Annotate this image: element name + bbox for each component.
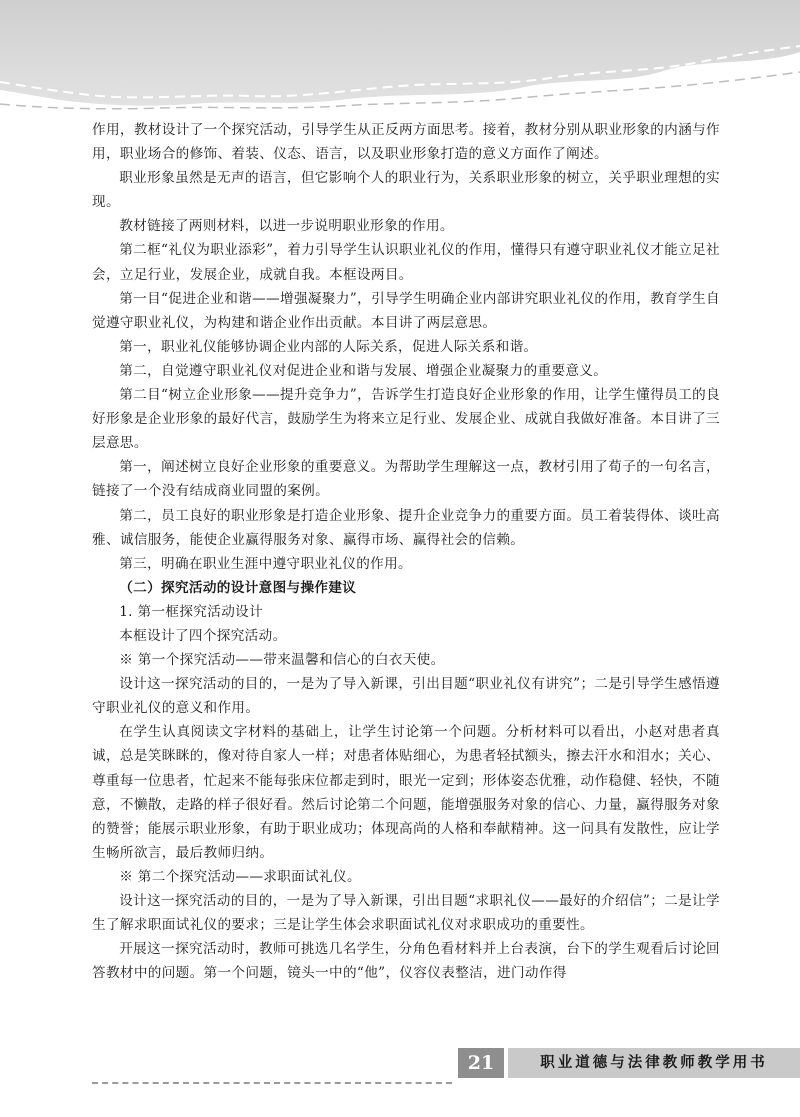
paragraph: 第二，员工良好的职业形象是打造企业形象、提升企业竞争力的重要方面。员工着装得体、谈吐高雅、诚信服务，能使企业赢得服务对象、赢得市场、赢得社会的信赖。 [92,507,720,548]
paragraph: 第一，阐述树立良好企业形象的重要意义。为帮助学生理解这一点，教材引用了荀子的一句名言，链接了一个没有结成商业同盟的案例。 [92,459,720,500]
paragraph: 第二目“树立企业形象——提升竞争力”，告诉学生打造良好企业形象的作用，让学生懂得员工的良好形象是企业形象的最好代言，鼓励学生为将来立足行业、发展企业、成就自我做好准备。本目讲了三层意思。 [92,387,720,452]
paragraph: 第一，职业礼仪能够协调企业内部的人际关系，促进人际关系和谐。 [119,338,538,355]
section-heading: （二）探究活动的设计意图与操作建议 [119,579,357,596]
body-text [92,118,720,985]
paragraph: 第二框“礼仪为职业添彩”，着力引导学生认识职业礼仪的作用，懂得只有遵守职业礼仪才能立足社会，立足行业，发展企业，成就自我。本框设两目。 [92,242,720,283]
paragraph: 第三，明确在职业生涯中遵守职业礼仪的作用。 [119,555,413,572]
paragraph: 设计这一探究活动的目的，一是为了导入新课，引出目题“求职礼仪——最好的介绍信”；二是让学生了解求职面试礼仪的要求；三是让学生体会求职面试礼仪对求职成功的重要性。 [92,893,720,934]
paragraph: 职业形象虽然是无声的语言，但它影响个人的职业行为，关系职业形象的树立，关乎职业理想的实现。 [92,170,720,211]
activity-title: ※ 第二个探究活动——求职面试礼仪。 [119,868,361,885]
paragraph: 第一目“促进企业和谐——增强凝聚力”，引导学生明确企业内部讲究职业礼仪的作用，教育学生自觉遵守职业礼仪，为构建和谐企业作出贡献。本目讲了两层意思。 [92,290,720,331]
footer-divider [92,1082,452,1084]
book-title: 职业道德与法律教师教学用书 [508,1048,800,1078]
header-decoration [0,0,800,110]
page-number: 21 [458,1048,504,1078]
subsection-heading: 1. 第一框探究活动设计 [119,603,264,620]
paragraph: 设计这一探究活动的目的，一是为了导入新课，引出目题“职业礼仪有讲究”；二是引导学生感悟遵守职业礼仪的意义和作用。 [92,676,720,717]
paragraph: 在学生认真阅读文字材料的基础上，让学生讨论第一个问题。分析材料可以看出，小赵对患者真诚，总是笑眯眯的，像对待自家人一样；对患者体贴细心，为患者轻拭额头，擦去汗水和泪水；关心、尊重每一位患者，忙起来不能每张床位都走到时，眼光一定到；形体姿态优雅，动作稳健、轻快，不随意，不懒散，走路的样子很好看。然后讨论第二个问题，能增强服务对象的信心、力量，赢得服务对象的赞誉；能展示职业形象，有助于职业成功；体现高尚的人格和奉献精神。这一问具有发散性，应让学生畅所欲言，最后教师归纳。 [92,724,720,861]
paragraph: 开展这一探究活动时，教师可挑选几名学生，分角色看材料并上台表演，台下的学生观看后讨论回答教材中的问题。第一个问题，镜头一中的“他”，仪容仪表整洁，进门动作得 [92,941,720,982]
paragraph: 作用，教材设计了一个探究活动，引导学生从正反两方面思考。接着，教材分别从职业形象的内涵与作用，职业场合的修饰、着装、仪态、语言，以及职业形象打造的意义方面作了阐述。 [92,122,720,163]
paragraph: 教材链接了两则材料，以进一步说明职业形象的作用。 [119,218,454,235]
paragraph: 本框设计了四个探究活动。 [119,627,287,644]
activity-title: ※ 第一个探究活动——带来温馨和信心的白衣天使。 [119,652,445,669]
paragraph: 第二，自觉遵守职业礼仪对促进企业和谐与发展、增强企业凝聚力的重要意义。 [119,362,608,379]
page-footer [0,1038,800,1098]
